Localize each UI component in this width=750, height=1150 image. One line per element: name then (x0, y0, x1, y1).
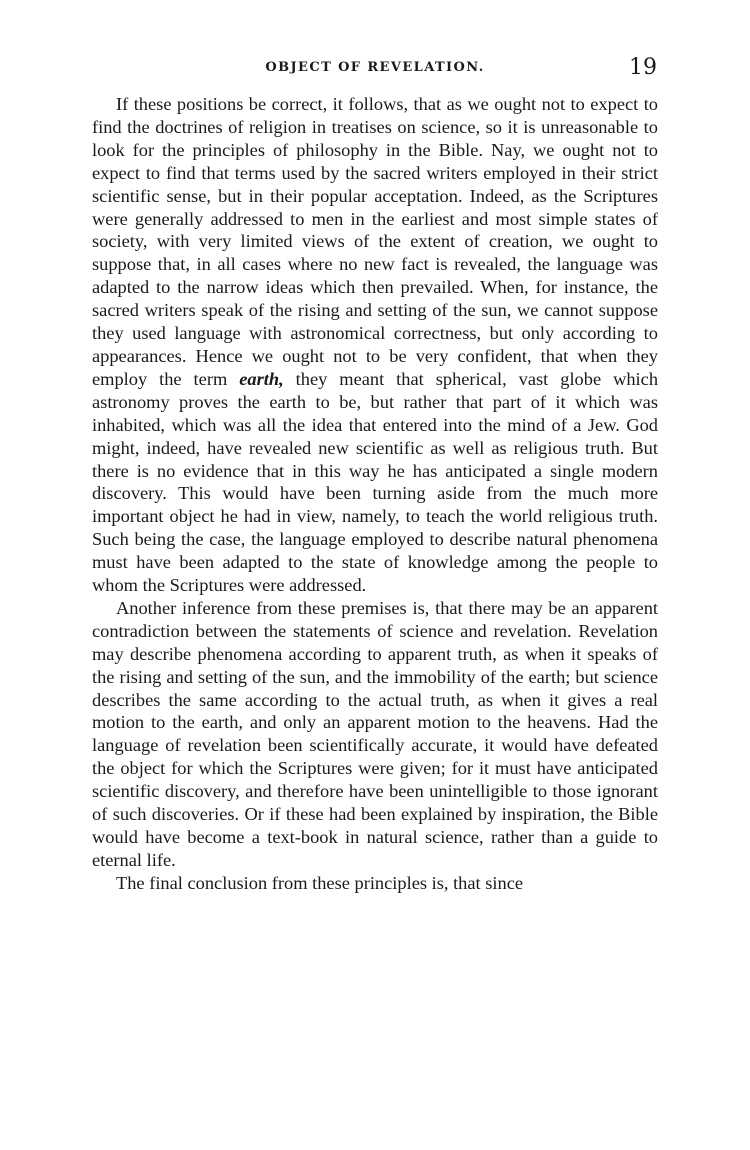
paragraph-1 (92, 93, 658, 597)
page-number: 19 (629, 55, 657, 80)
running-title: OBJECT OF REVELATION. (265, 60, 485, 75)
emphasized-term: earth, (239, 368, 284, 389)
paragraph-1-text-before: If these positions be correct, it follows, that as we ought not to expect to find the doctrines of religion in treatises on science, so it is unreasonable to look for the principles of philosophy in the Bible. Nay, we ought not to expect to find that terms used by the sacred writers employed in their strict scientific sense, but in their popular acceptation. Indeed, as the Scriptures were generally addressed to men in the earliest and most simple states of society, with very limited views of the extent of creation, we ought to suppose that, in all cases where no new fact is revealed, the language was adapted to the narrow ideas which then prevailed. When, for instance, the sacred writers speak of the rising and setting of the sun, we cannot suppose they used language with astronomical correctness, but only according to appearances. Hence we ought not to be very confident, that when they employ the term (92, 94, 658, 389)
paragraph-3: The final conclusion from these principles is, that since (116, 872, 524, 893)
paragraph-2: Another inference from these premises is, that there may be an apparent contradiction between the statements of science and revelation. Revelation may describe phenomena according to apparent truth, as when it speaks of the rising and setting of the sun, and the immobility of the earth; but science describes the same according to the actual truth, as when it gives a real motion to the earth, and only an apparent motion to the heavens. Had the language of revelation been scientifically accurate, it would have defeated the object for which the Scriptures were given; for it must have anticipated scientific discovery, and therefore have been unintelligible to those ignorant of such discoveries. Or if these had been explained by inspiration, the Bible would have become a text-book in natural science, rather than a guide to eternal life. (92, 597, 658, 870)
running-head (95, 55, 655, 81)
body-text (92, 93, 658, 895)
paragraph-1-text-after: they meant that spherical, vast globe which astronomy proves the earth to be, but rather that part of it which was inhabited, which was all the idea that entered into the mind of a Jew. God might, indeed, have revealed new scientific as well as religious truth. But there is no evidence that in this way he has anticipated a single modern discovery. This would have been turning aside from the much more important object he had in view, namely, to teach the world religious truth. Such being the case, the language employed to describe natural phenomena must have been adapted to the state of knowledge among the people to whom the Scriptures were addressed. (92, 368, 659, 596)
